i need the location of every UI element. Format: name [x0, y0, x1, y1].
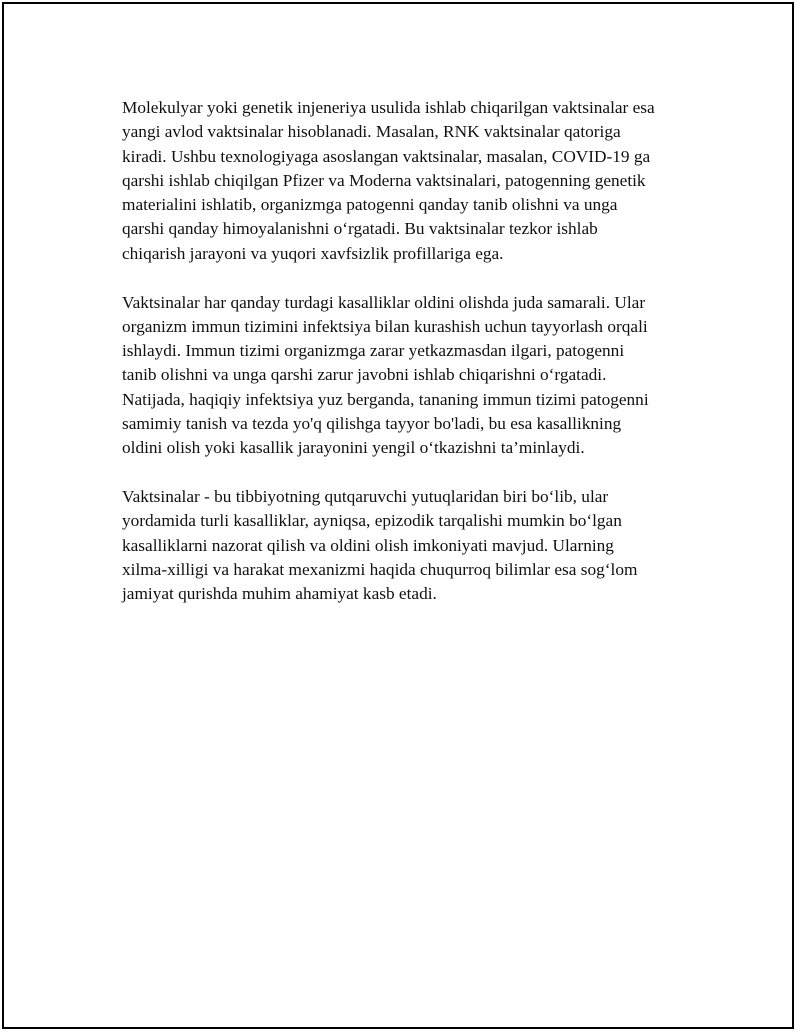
text-line: kasalliklarni nazorat qilish va oldini olish imkoniyati mavjud. Ularning: [122, 535, 614, 555]
text-line: ishlaydi. Immun tizimi organizmga zarar yetkazmasdan ilgari, patogenni: [122, 341, 625, 361]
text-line: qarshi ishlab chiqilgan Pfizer va Moderna vaktsinalari, patogenning genetik: [122, 170, 646, 190]
text-line: samimiy tanish va tezda yo'q qilishga tayyor bo'ladi, bu esa kasallikning: [122, 414, 622, 434]
paragraph-2: [122, 291, 702, 461]
page-frame: [2, 2, 794, 1029]
text-line: xilma-xilligi va harakat mexanizmi haqida chuqurroq bilimlar esa sog‘lom: [122, 560, 638, 580]
paragraph-1: [122, 96, 702, 266]
text-line: tanib olishni va unga qarshi zarur javobni ishlab chiqarishni o‘rgatadi.: [122, 365, 607, 385]
text-line: Natijada, haqiqiy infektsiya yuz berganda, tananing immun tizimi patogenni: [122, 389, 649, 409]
text-line: Vaktsinalar - bu tibbiyotning qutqaruvchi yutuqlaridan biri bo‘lib, ular: [122, 487, 609, 507]
text-line: materialini ishlatib, organizmga patogenni qanday tanib olishni va unga: [122, 195, 618, 215]
paragraph-3: [122, 485, 702, 606]
text-line: organizm immun tizimini infektsiya bilan kurashish uchun tayyorlash orqali: [122, 316, 648, 336]
document-body: [122, 96, 702, 631]
text-line: oldini olish yoki kasallik jarayonini yengil o‘tkazishni ta’minlaydi.: [122, 438, 585, 458]
text-line: jamiyat qurishda muhim ahamiyat kasb etadi.: [122, 584, 437, 604]
text-line: qarshi qanday himoyalanishni o‘rgatadi. Bu vaktsinalar tezkor ishlab: [122, 219, 598, 239]
text-line: yordamida turli kasalliklar, ayniqsa, epizodik tarqalishi mumkin bo‘lgan: [122, 511, 622, 531]
text-line: chiqarish jarayoni va yuqori xavfsizlik profillariga ega.: [122, 243, 504, 263]
text-line: yangi avlod vaktsinalar hisoblanadi. Masalan, RNK vaktsinalar qatoriga: [122, 122, 621, 142]
text-line: kiradi. Ushbu texnologiyaga asoslangan vaktsinalar, masalan, COVID-19 ga: [122, 146, 651, 166]
text-line: Vaktsinalar har qanday turdagi kasalliklar oldini olishda juda samarali. Ular: [122, 292, 646, 312]
text-line: Molekulyar yoki genetik injeneriya usulida ishlab chiqarilgan vaktsinalar esa: [122, 98, 655, 117]
